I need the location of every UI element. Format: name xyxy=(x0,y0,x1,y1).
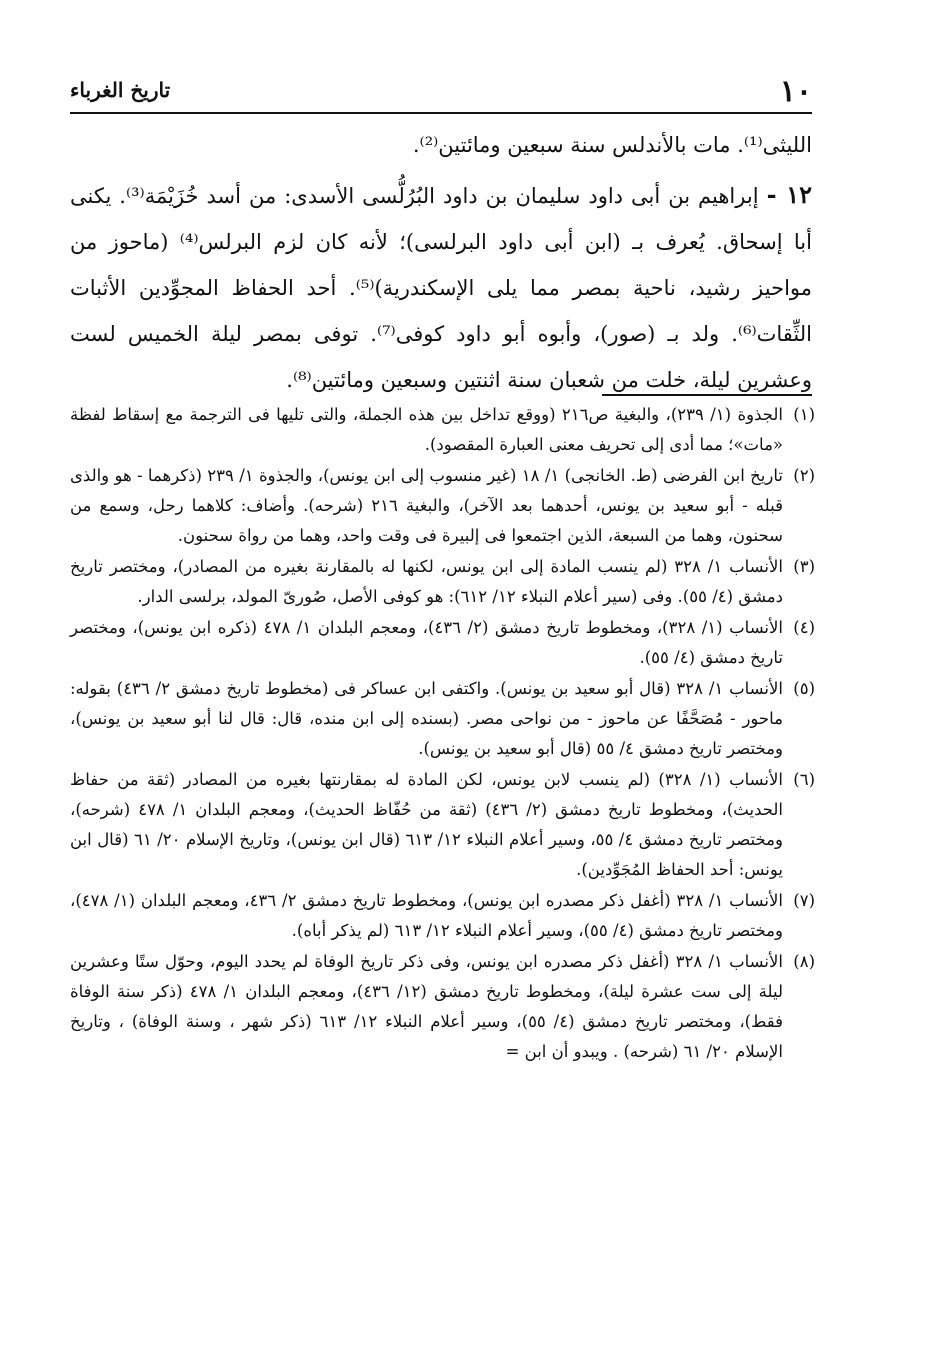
footnote xyxy=(70,400,815,460)
footnote-text: تاريخ ابن الفرضى (ط. الخانجى) ١/ ١٨ (غير منسوب إلى ابن يونس)، والجذوة ١/ ٢٣٩ (ذكرهما - هو والذى قبله - أبو سعيد بن يونس، أحدهما بعد الآخر)، والبغية ٢١٦ (شرحه). وأضاف: كلاهما رحل، وسمع من سحنون، وهما من السبعة، الذين اجتمعوا فى إلبيرة فى وقت واحد، وهما من رواة سحنون. xyxy=(70,466,783,545)
footnote xyxy=(70,947,815,1067)
footnote-text: الأنساب ١/ ٣٢٨ (قال أبو سعيد بن يونس). واكتفى ابن عساكر فى (مخطوط تاريخ دمشق ٢/ ٤٣٦) بقوله: ماحور - مُصَحَّفًا عن ماحوز - من نواحى مصر. (بسنده إلى ابن منده، قال: قال لنا أبو سعيد بن يونس)، ومختصر تاريخ دمشق ٤/ ٥٥ (قال أبو سعيد بن يونس). xyxy=(70,679,783,758)
page-number: ١٠ xyxy=(779,74,812,109)
footnote-number: (٦) xyxy=(793,770,815,789)
footnote-text: الأنساب ١/ ٣٢٨ (لم ينسب المادة إلى ابن يونس، لكنها له بالمقارنة بغيره من المصادر)، ومختصر تاريخ دمشق (٤/ ٥٥). وفى (سير أعلام النبلاء ١٢/ ٦١٢): هو كوفى الأصل، صُورىّ المولد، برلسى الدار. xyxy=(70,557,783,606)
footnote xyxy=(70,461,815,551)
footnote-number: (٤) xyxy=(793,618,815,637)
running-header xyxy=(70,70,812,109)
header-rule xyxy=(70,112,812,114)
footnote xyxy=(70,886,815,946)
footnote-text: الجذوة (١/ ٢٣٩)، والبغية ص٢١٦ (ووقع تداخل بين هذه الجملة، والتى تليها فى الترجمة مع إسقاط لفظة «مات»؛ مما أدى إلى تحريف معنى العبارة المقصود). xyxy=(70,405,784,454)
main-text xyxy=(70,122,812,403)
entry-text: إبراهيم بن أبى داود سليمان بن داود البُرُلُّسى الأسدى: من أسد خُزَيْمَة⁽³⁾. يكنى أبا إسحاق. يُعرف بـ (ابن أبى داود البرلسى)؛ لأنه كان لزم البرلس⁽⁴⁾ (ماحوز من مواحيز رشيد، ناحية بمصر مما يلى الإسكندرية)⁽⁵⁾. أحد الحفاظ المجوِّدين الأثبات الثِّقات⁽⁶⁾. ولد بـ (صور)، وأبوه أبو داود كوفى⁽⁷⁾. توفى بمصر ليلة الخميس لست وعشرين ليلة، خلت من شعبان سنة اثنتين وسبعين ومائتين⁽⁸⁾. xyxy=(70,184,813,392)
footnote-text: الأنساب (١/ ٣٢٨)، ومخطوط تاريخ دمشق (٢/ ٤٣٦)، ومعجم البلدان ١/ ٤٧٨ (ذكره ابن يونس)، ومختصر تاريخ دمشق (٤/ ٥٥). xyxy=(70,618,784,667)
footnote xyxy=(70,765,815,885)
footnote-text: الأنساب (١/ ٣٢٨) (لم ينسب لابن يونس، لكن المادة له بمقارنتها بغيره من المصادر (ثقة من حفاظ الحديث)، ومخطوط تاريخ دمشق (٢/ ٤٣٦) (ثقة من حُفّاظ الحديث)، ومعجم البلدان ١/ ٤٧٨ (شرحه)، ومختصر تاريخ دمشق ٤/ ٥٥، وسير أعلام النبلاء ١٢/ ٦١٣ (قال ابن يونس)، وتاريخ الإسلام ٢٠/ ٦١ (قال ابن يونس: أحد الحفاظ المُجَوِّدين). xyxy=(70,770,783,879)
footnote-number: (١) xyxy=(793,405,815,424)
biography-entry xyxy=(70,172,812,403)
footnote xyxy=(70,552,815,612)
footnote-separator xyxy=(602,394,812,396)
footnote-number: (٣) xyxy=(793,557,815,576)
running-title: تاريخ الغرباء xyxy=(70,78,171,102)
footnote-text: الأنساب ١/ ٣٢٨ (أغفل ذكر مصدره ابن يونس، وفى ذكر تاريخ الوفاة لم يحدد اليوم، وحوّل ستًا وعشرين ليلة إلى ست عشرة ليلة)، ومخطوط تاريخ دمشق (١٢/ ٤٣٦)، ومعجم البلدان ١/ ٤٧٨ (ذكر سنة الوفاة فقط)، ومختصر تاريخ دمشق (٤/ ٥٥)، وسير أعلام النبلاء ١٢/ ٦١٣ (ذكر شهر ، وسنة الوفاة) ، وتاريخ الإسلام ٢٠/ ٦١ (شرحه) . ويبدو أن ابن = xyxy=(70,952,784,1061)
entry-number: ١٢ - xyxy=(766,180,812,209)
footnote-number: (٧) xyxy=(793,891,815,910)
footnote xyxy=(70,674,815,764)
footnote xyxy=(70,613,815,673)
footnote-number: (٥) xyxy=(793,679,815,698)
footnote-text: الأنساب ١/ ٣٢٨ (أغفل ذكر مصدره ابن يونس)، ومخطوط تاريخ دمشق ٢/ ٤٣٦، ومعجم البلدان (١/ ٤٧٨)، ومختصر تاريخ دمشق (٤/ ٥٥)، وسير أعلام النبلاء ١٢/ ٦١٣ (لم يذكر أباه). xyxy=(70,891,783,940)
footnotes xyxy=(70,400,815,1068)
footnote-number: (٨) xyxy=(793,952,815,971)
footnote-number: (٢) xyxy=(793,466,815,485)
continuation-paragraph: الليثى⁽¹⁾. مات بالأندلس سنة سبعين ومائتين⁽²⁾. xyxy=(412,133,812,157)
